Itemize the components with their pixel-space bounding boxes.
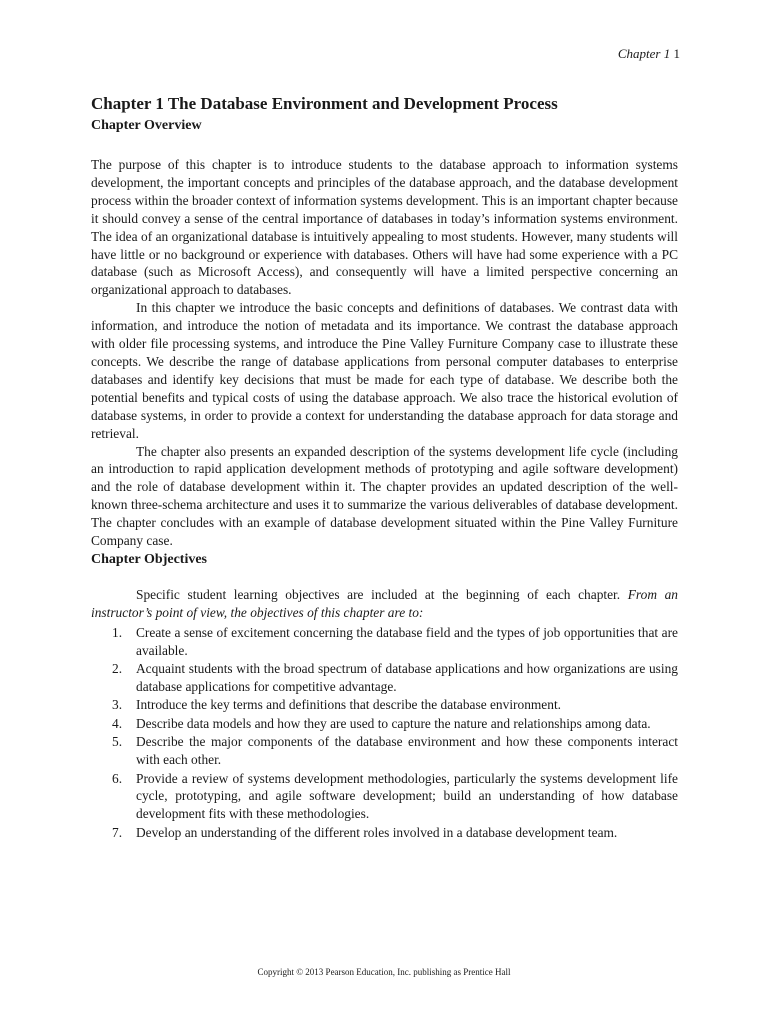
objective-item: [91, 715, 678, 733]
objectives-intro-text: Specific student learning objectives are included at the beginning of each chapter.: [136, 586, 621, 602]
objective-text: Acquaint students with the broad spectrum of database applications and how organizations are using database applications for competitive advantage.: [136, 661, 678, 694]
objective-text: Describe data models and how they are used to capture the nature and relationships among data.: [136, 715, 651, 731]
overview-heading: Chapter Overview: [91, 118, 202, 133]
overview-paragraph: In this chapter we introduce the basic concepts and definitions of databases. We contrast data with information, and introduce the notion of metadata and its importance. We contrast the database approach with older file processing systems, and introduce the Pine Valley Furniture Company case to illustrate these concepts. We describe the range of database applications from personal computer databases to enterprise databases and identify key decisions that must be made for each type of database. We describe both the potential benefits and typical costs of using the database approach. We also trace the historical evolution of database systems, in order to provide a context for understanding the database approach for data storage and retrieval.: [91, 300, 678, 441]
running-head: [618, 45, 680, 63]
objectives-list: [91, 624, 678, 842]
objective-text: Describe the major components of the database environment and how these components interact with each other.: [136, 734, 678, 768]
objective-item: [91, 824, 678, 842]
objective-number: 2.: [112, 661, 123, 677]
objective-text: Create a sense of excitement concerning the database field and the types of job opportunities that are available.: [136, 624, 678, 658]
objective-number: 3.: [112, 697, 123, 713]
overview-paragraph: The chapter also presents an expanded description of the systems development life cycle (including an introduction to rapid application development methods of prototyping and agile software development) and the role of database development within it. The chapter provides an updated description of the well-known three-schema architecture and uses it to summarize the various deliverables of database development. The chapter concludes with an example of database development situated within the Pine Valley Furniture Company case.: [91, 443, 678, 549]
objectives-intro-emphasis: From an instructor’s point of view, the objectives of this chapter are to:: [91, 586, 678, 620]
objective-item: [91, 696, 678, 714]
page-content: [91, 92, 678, 842]
objective-item: [91, 770, 678, 824]
objective-text: Provide a review of systems development methodologies, particularly the systems development life cycle, prototyping, and agile software development; build an understanding of how database development fits with these methodologies.: [136, 770, 678, 822]
objective-item: [91, 733, 678, 769]
objective-number: 1.: [112, 624, 123, 640]
objective-text: Develop an understanding of the different roles involved in a database development team.: [136, 824, 618, 840]
page-number: 1: [673, 46, 680, 61]
objective-number: 4.: [112, 715, 123, 731]
objective-item: [91, 624, 678, 660]
copyright-footer: Copyright © 2013 Pearson Education, Inc. publishing as Prentice Hall: [257, 967, 511, 977]
objectives-heading: Chapter Objectives: [91, 551, 207, 567]
running-head-label: Chapter 1: [617, 46, 671, 61]
objective-number: 6.: [112, 770, 123, 786]
chapter-title: Chapter 1 The Database Environment and Development Process: [91, 94, 558, 113]
objectives-intro: [91, 586, 678, 622]
objective-item: [91, 660, 678, 696]
objective-number: 5.: [112, 734, 123, 750]
overview-paragraph: The purpose of this chapter is to introduce students to the database approach to information systems development, the important concepts and principles of the database approach, and the database development process within the broader context of information systems development. This is an important chapter because it should convey a sense of the central importance of databases in today’s information systems environment. The idea of an organizational database is intuitively appealing to most students. However, many students will have little or no background or experience with databases. Others will have had some experience with a PC database (such as Microsoft Access), and consequently will have a limited perspective concerning an organizational approach to databases.: [91, 157, 678, 298]
objective-number: 7.: [112, 824, 123, 840]
objective-text: Introduce the key terms and definitions that describe the database environment.: [136, 697, 562, 713]
